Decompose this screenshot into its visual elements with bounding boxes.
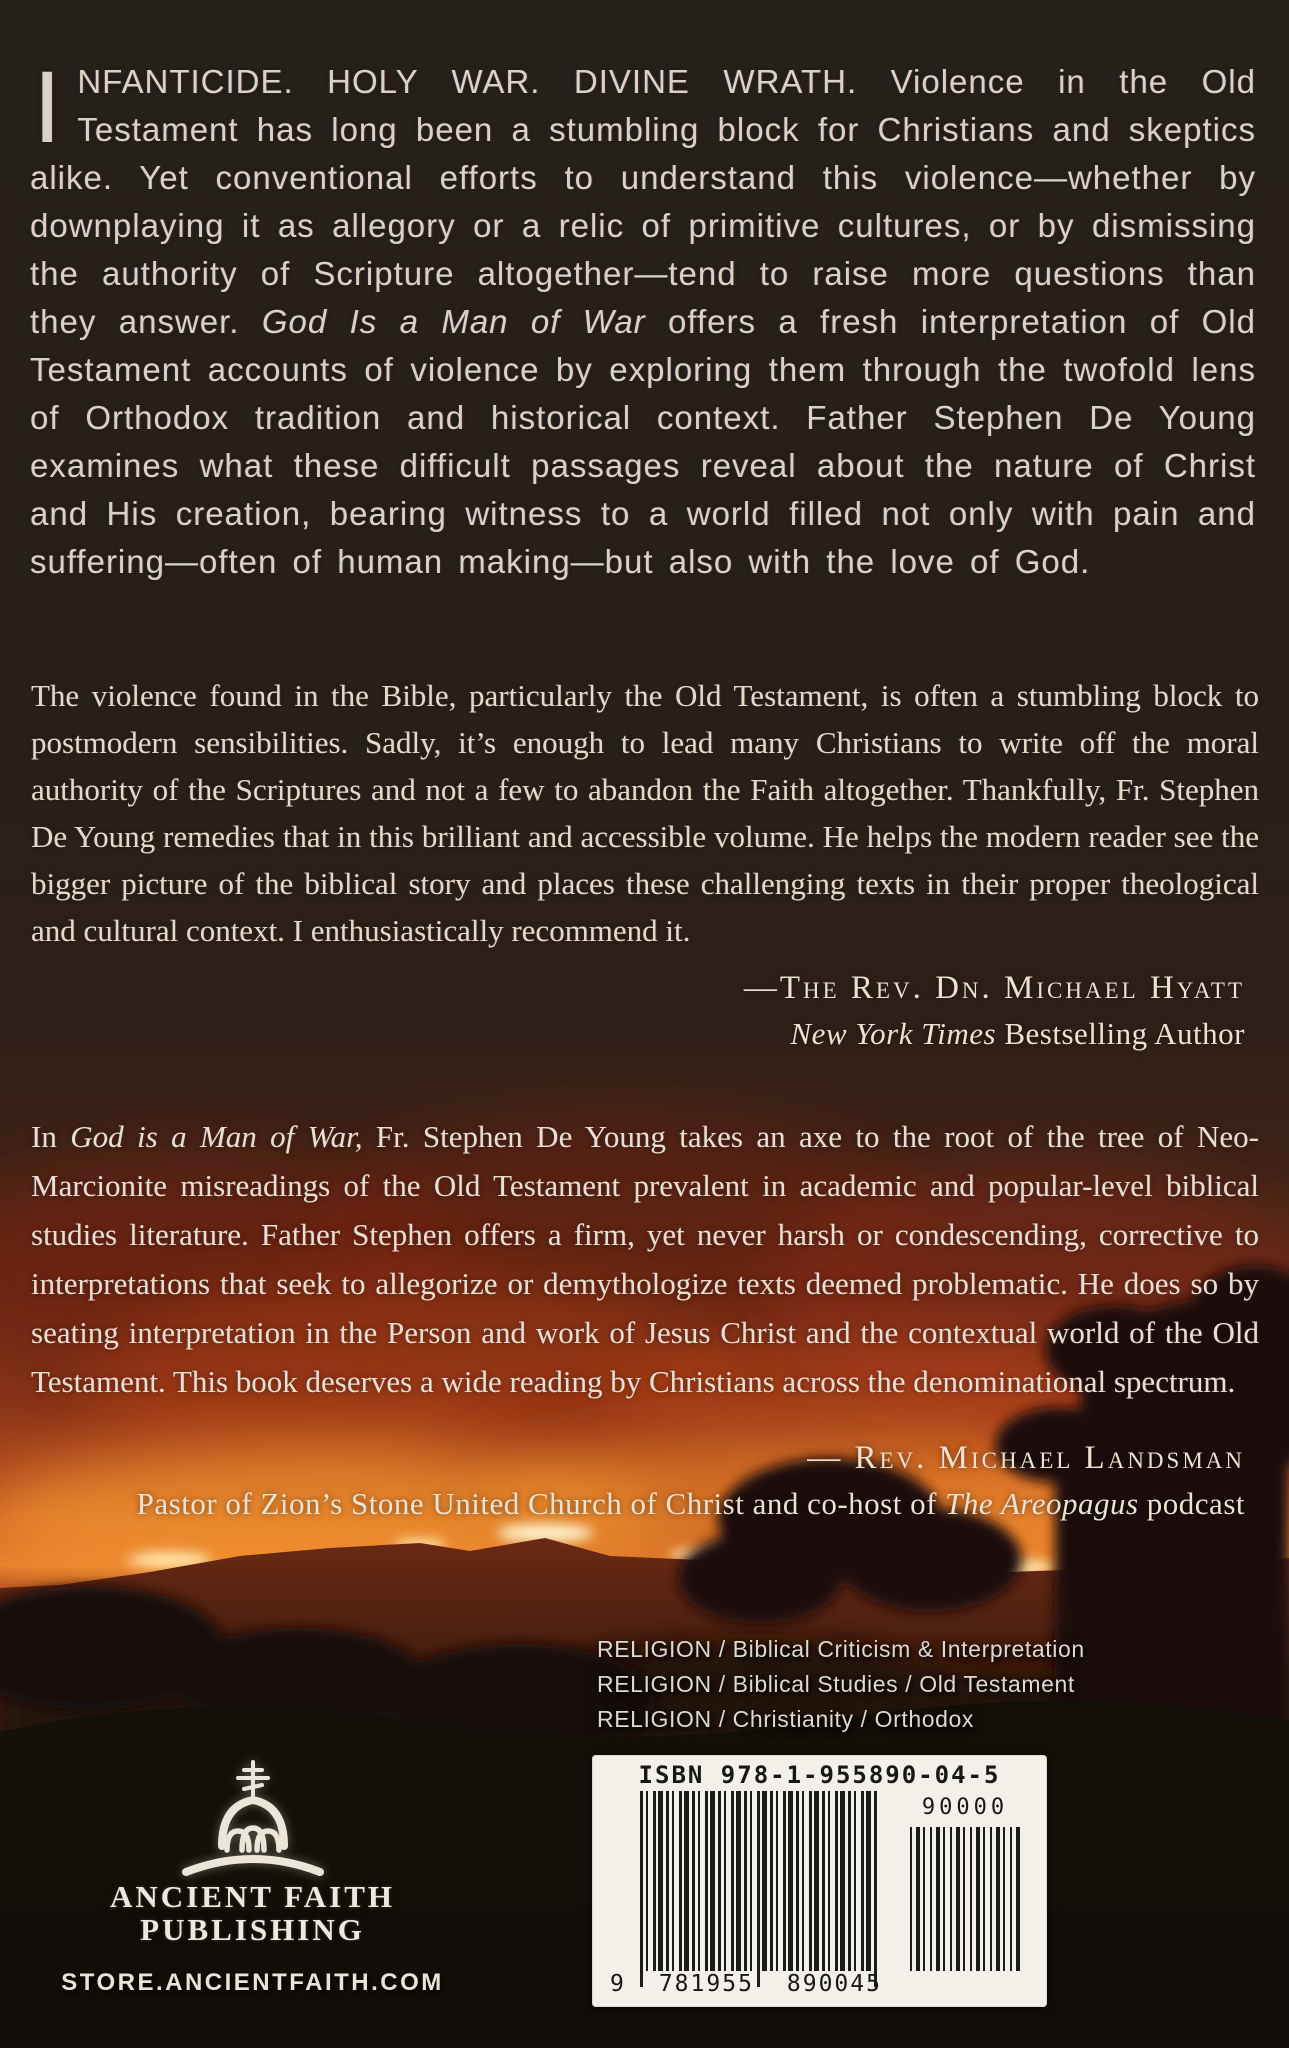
blurb-text: NFANTICIDE. HOLY WAR. DIVINE WRATH. Violence in the Old Testament has long been a stumbling block for Christians and skeptics alike. Yet conventional efforts to understand this violence—whether by downplaying it as allegory or a relic of primitive cultures, or by dismissing the authority of Scripture altogether—tend to raise more questions than they answer. God Is a Man of War offers a fresh interpretation of Old Testament accounts of violence by exploring them through the twofold lens of Orthodox tradition and historical context. Father Stephen De Young examines what these difficult passages reveal about the nature of Christ and His creation, bearing witness to a world filled not only with pain and suffering—often of human making—but also with the love of God. (30, 63, 1256, 580)
endorsement-attribution-hyatt (30, 966, 1245, 1056)
supplemental-barcode (910, 1827, 1022, 1971)
publisher-url: STORE.ANCIENTFAITH.COM (61, 1969, 444, 1996)
category-line: RELIGION / Biblical Studies / Old Testament (597, 1671, 1075, 1697)
category-line: RELIGION / Biblical Criticism & Interpretation (597, 1636, 1085, 1662)
barcode-guard-bar (874, 1791, 877, 1987)
church-dome-icon (178, 1758, 328, 1878)
publisher-blurb (30, 50, 1256, 586)
isbn-number: ISBN 978-1-955890-04-5 (638, 1761, 1001, 1789)
barcode-guard-bar (757, 1791, 760, 1987)
attribution-name: —The Rev. Dn. Michael Hyatt (743, 970, 1245, 1006)
barcode-digit-group: 781955 (658, 1971, 754, 1997)
attribution-role: Pastor of Zion’s Stone United Church of Christ and co-host of The Areopagus podcast (136, 1486, 1245, 1521)
dome-outline (222, 1800, 284, 1846)
isbn-barcode-panel (592, 1755, 1047, 2007)
publisher-name-line2: PUBLISHING (140, 1912, 365, 1947)
base-arc (186, 1859, 320, 1872)
price-code: 90000 (921, 1795, 1009, 1820)
barcode-guard-bar (640, 1791, 643, 1987)
barcode-digit-group: 9 (610, 1971, 626, 1997)
bisac-categories (597, 1632, 1085, 1737)
endorsement-attribution-landsman (30, 1436, 1245, 1526)
publisher-name-line1: ANCIENT FAITH (109, 1879, 396, 1914)
attribution-name: — Rev. Michael Landsman (807, 1440, 1245, 1476)
category-line: RELIGION / Christianity / Orthodox (597, 1706, 975, 1732)
attribution-role: New York Times Bestselling Author (790, 1016, 1245, 1051)
endorsement-text: In God is a Man of War, Fr. Stephen De Young takes an axe to the root of the tree of Neo-Marcionite misreadings of the Old Testament prevalent in academic and popular-level biblical studies literature. Father Stephen offers a firm, yet never harsh or condescending, corrective to interpretations that seek to allegorize or demythologize texts deemed problematic. He does so by seating interpretation in the Person and work of Jesus Christ and the contextual world of the Old Testament. This book deserves a wide reading by Christians across the denominational spectrum. (31, 1119, 1259, 1399)
publisher-block (40, 1758, 465, 1996)
endorsement-quote-hyatt (31, 672, 1259, 954)
endorsement-text: The violence found in the Bible, particularly the Old Testament, is often a stumbling block to postmodern sensibilities. Sadly, it’s enough to lead many Christians to write off the moral authority of the Scriptures and not a few to abandon the Faith altogether. Thankfully, Fr. Stephen De Young remedies that in this brilliant and accessible volume. He helps the modern reader see the bigger picture of the biblical story and places these challenging texts in their proper theological and cultural context. I enthusiastically recommend it. (31, 678, 1259, 948)
dropcap-letter: I (33, 50, 62, 164)
arches (227, 1828, 279, 1850)
barcode-digit-group: 890045 (786, 1971, 882, 1997)
endorsement-quote-landsman (31, 1112, 1259, 1406)
orthodox-cross-icon (238, 1762, 268, 1796)
barcode-digits (610, 1971, 882, 1997)
